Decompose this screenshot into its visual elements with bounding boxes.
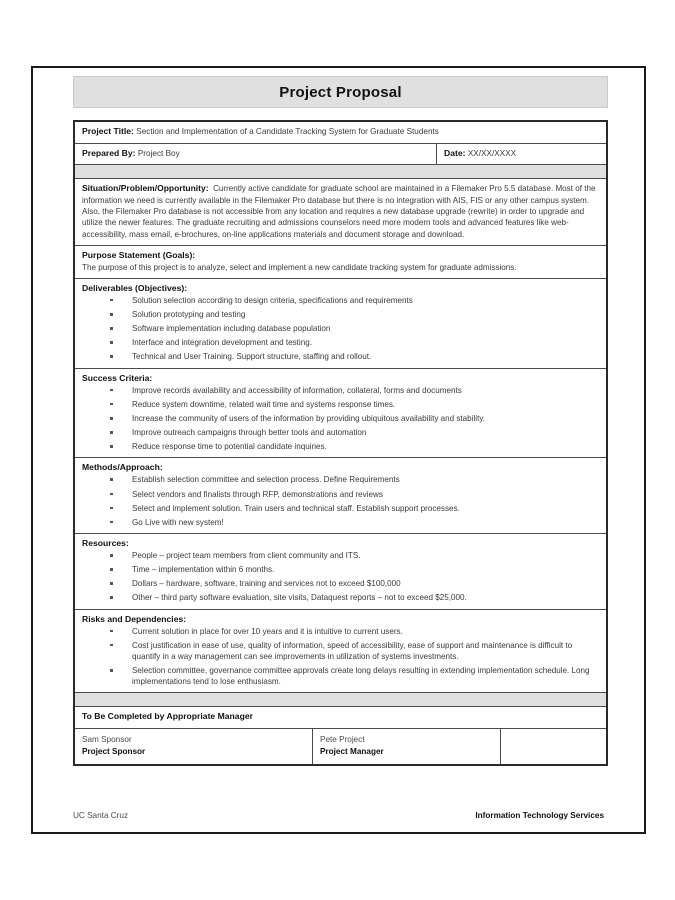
list-item: Go Live with new system! [82, 517, 599, 528]
prepared-by-cell [75, 144, 436, 165]
success-criteria-list [82, 385, 599, 453]
section-deliverables [75, 279, 606, 369]
page-footer [73, 811, 604, 820]
list-item: Software implementation including database population [82, 323, 599, 334]
row-prepared-by [75, 144, 606, 166]
proposal-form-table [73, 120, 608, 766]
section-methods [75, 458, 606, 534]
manager-heading: To Be Completed by Appropriate Manager [82, 711, 253, 722]
date-value: XX/XX/XXXX [467, 148, 517, 158]
project-title-value: Section and Implementation of a Candidate Tracking System for Graduate Students [136, 127, 439, 136]
sponsor-role: Project Sponsor [82, 747, 146, 757]
footer-organization: UC Santa Cruz [73, 811, 129, 820]
list-item: Establish selection committee and selection process. Define Requirements [82, 474, 599, 485]
list-item: Reduce response time to potential candidate inquiries. [82, 441, 599, 452]
list-item: People – project team members from client community and ITS. [82, 550, 599, 561]
document-page [31, 66, 646, 834]
document-content [73, 76, 608, 766]
page-title: Project Proposal [279, 84, 402, 101]
situation-paragraph [82, 183, 599, 239]
methods-list [82, 474, 599, 528]
list-item: Increase the community of users of the information by providing ubiquitous availability and stability. [82, 413, 599, 424]
prepared-by-value: Project Boy [137, 148, 180, 158]
section-resources [75, 534, 606, 610]
date-label: Date: [444, 147, 466, 158]
list-item: Select vendors and finalists through RFP, demonstrations and reviews [82, 489, 599, 500]
methods-heading: Methods/Approach: [82, 462, 163, 473]
resources-list [82, 550, 599, 604]
list-item: Reduce system downtime, related wait time and systems response times. [82, 399, 599, 410]
project-title-cell [75, 122, 606, 143]
manager-role: Project Manager [320, 747, 384, 757]
list-item: Interface and integration development and testing. [82, 337, 599, 348]
section-situation [75, 179, 606, 245]
spacer-row-top [75, 165, 606, 179]
risks-list [82, 626, 599, 688]
list-item: Dollars – hardware, software, training and services not to exceed $100,000 [82, 578, 599, 589]
prepared-by-label: Prepared By: [82, 147, 136, 158]
section-manager-heading [75, 707, 606, 729]
risks-heading: Risks and Dependencies: [82, 613, 187, 624]
situation-text: Currently active candidate for graduate school are maintained in a Filemaker Pro 5.5 database. Most of the information we need is currently available in the Filemaker Pro database but there is no integration with AIS, FIS or any other campus system. Also, the Filemaker Pro database is not accessible from any location and requires a new database upgrade (rewrite) in order to upgrade and utilize the newer features. The graduate recruiting and admissions counselors need more modern tools and advanced features like web-accessibility, mass email, e-brochures, on-line applications materials and document storage and download. [82, 184, 596, 239]
list-item: Selection committee, governance committee approvals create long delays resulting in extending implementation schedule. Long implementations tend to lose enthusiasm. [82, 665, 599, 687]
signature-cell-manager [312, 729, 500, 763]
purpose-text: The purpose of this project is to analyze, select and implement a new candidate tracking system for graduate admissions. [82, 262, 517, 272]
success-criteria-heading: Success Criteria: [82, 372, 153, 383]
list-item: Improve outreach campaigns through better tools and automation [82, 427, 599, 438]
signature-cell-sponsor [75, 729, 312, 763]
list-item: Other – third party software evaluation, site visits, Dataquest reports – not to exceed $25,000. [82, 592, 599, 603]
purpose-heading: Purpose Statement (Goals): [82, 249, 196, 260]
section-signatures [75, 729, 606, 763]
manager-name: Pete Project [320, 735, 365, 745]
list-item: Cost justification in ease of use, quality of information, speed of accessibility, ease of support and maintenance is difficult to quantify in a way management can see improvements in utilization of systems investments. [82, 640, 599, 662]
date-cell [436, 144, 606, 165]
deliverables-heading: Deliverables (Objectives): [82, 282, 188, 293]
resources-heading: Resources: [82, 538, 129, 548]
list-item: Solution prototyping and testing [82, 309, 599, 320]
signature-cell-empty [500, 729, 606, 763]
section-risks [75, 610, 606, 694]
section-purpose [75, 246, 606, 279]
list-item: Improve records availability and accessibility of information, collateral, forms and documents [82, 385, 599, 396]
list-item: Technical and User Training. Support structure, staffing and rollout. [82, 351, 599, 362]
list-item: Time – implementation within 6 months. [82, 564, 599, 575]
row-project-title [75, 122, 606, 144]
spacer-row-bottom [75, 693, 606, 707]
sponsor-name: Sam Sponsor [82, 735, 132, 745]
footer-department: Information Technology Services [475, 811, 604, 820]
situation-label: Situation/Problem/Opportunity: [82, 183, 209, 194]
project-title-label: Project Title: [82, 126, 134, 136]
list-item: Solution selection according to design criteria, specifications and requirements [82, 295, 599, 306]
deliverables-list [82, 295, 599, 363]
section-success-criteria [75, 369, 606, 459]
list-item: Select and implement solution. Train users and technical staff. Establish support processes. [82, 503, 599, 514]
list-item: Current solution in place for over 10 years and it is intuitive to current users. [82, 626, 599, 637]
document-title-banner [73, 76, 608, 108]
